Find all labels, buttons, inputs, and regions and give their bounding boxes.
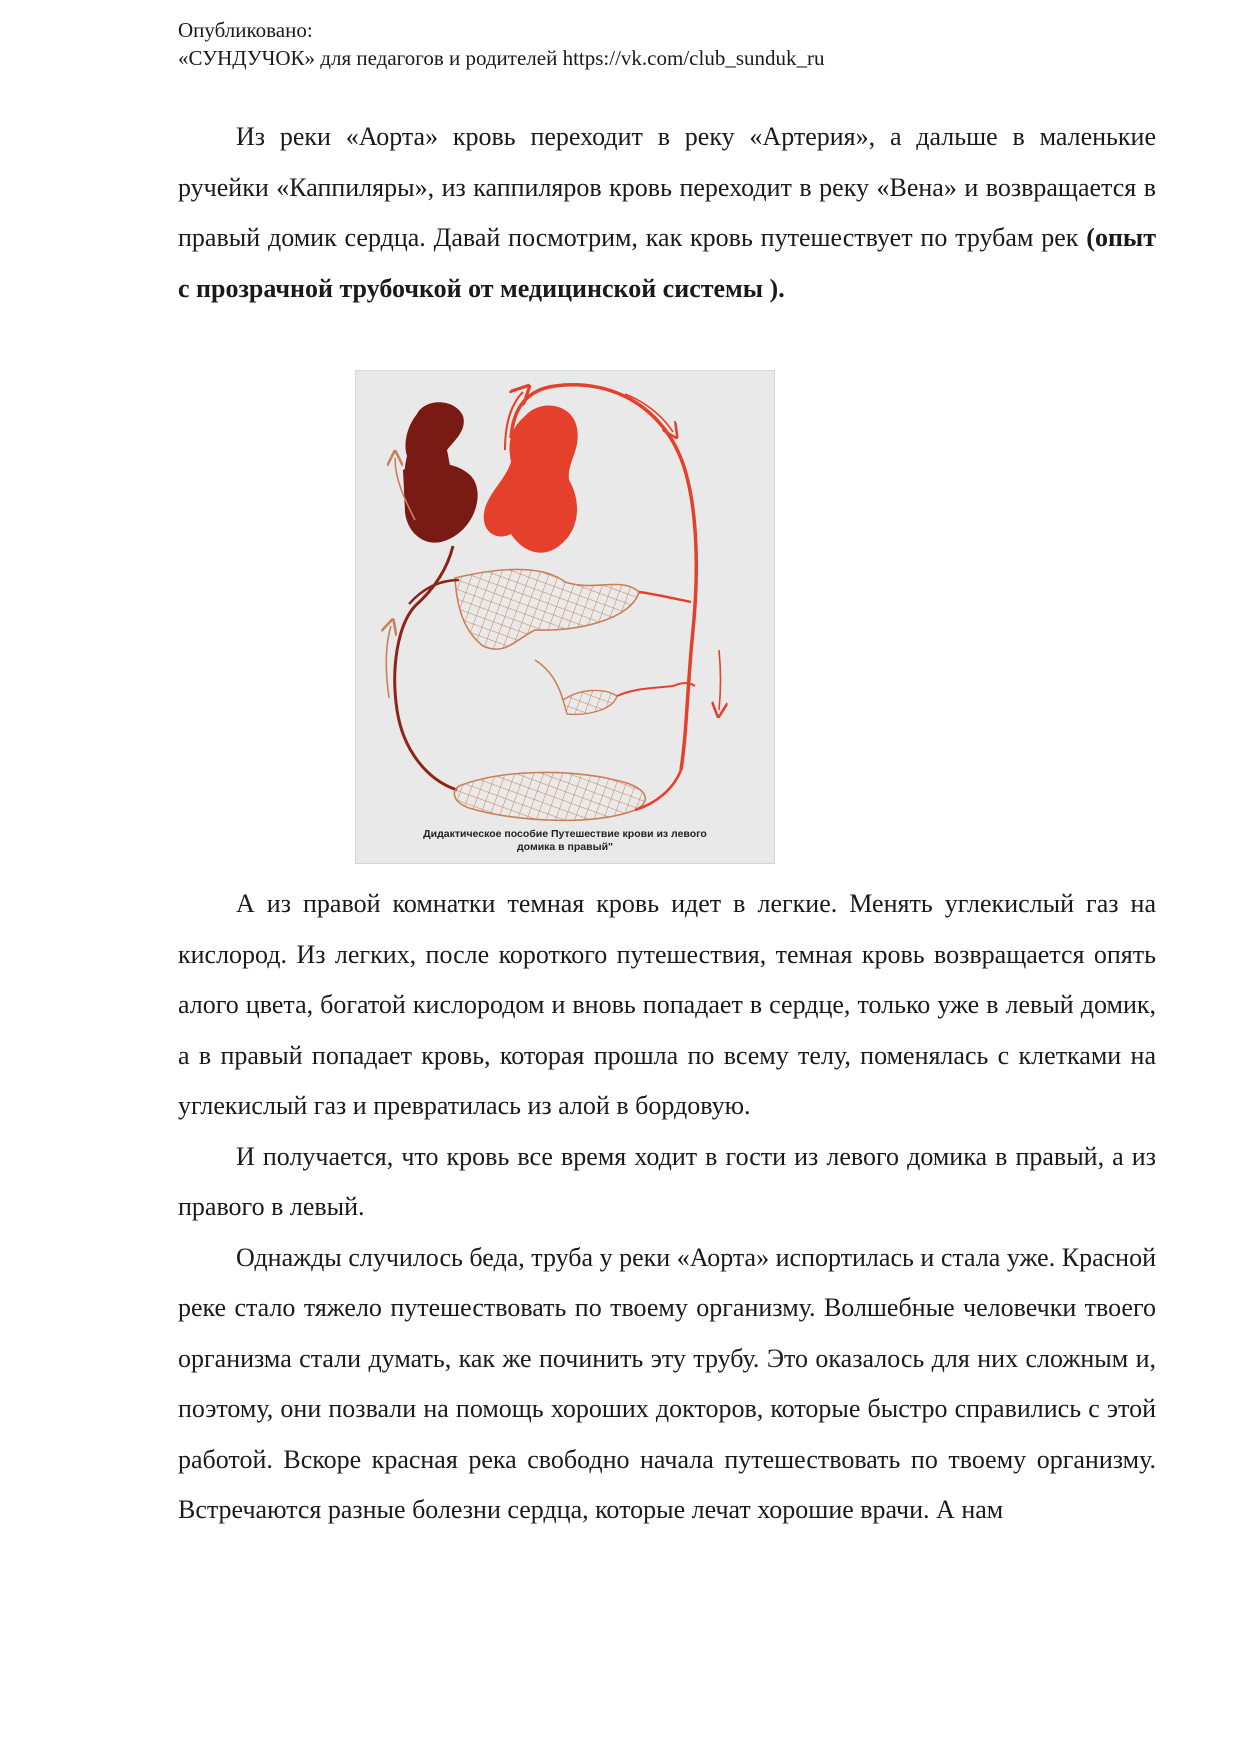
published-label: Опубликовано: <box>178 18 313 42</box>
paragraph: И получается, что кровь все время ходит в гости из левого домика в правый, а из правого в левый. <box>178 1141 1156 1221</box>
figure-caption-line2: домика в правый" <box>517 841 613 853</box>
paragraph: Однажды случилось беда, труба у реки «Аорта» испортилась и стала уже. Красной реке стало тяжело путешествовать по твоему организму. Волшебные человечки твоего организма стали думать, как же починить эту трубу. Это оказалось для них сложным и, поэтому, они позвали на помощь хороших докторов, которые быстро справились с этой работой. Вскоре красная река свободно начала путешествовать по твоему организму. Встречаются разные болезни сердца, которые лечат хорошие врачи. А нам <box>178 1242 1156 1524</box>
text-block-top <box>178 112 1156 314</box>
paragraph-intro-text: Из реки «Аорта» кровь переходит в реку «Артерия», а дальше в маленькие ручейки «Каппиляры», из каппиляров кровь переходит в реку «Вена» и возвращается в правый домик сердца. Давай посмотрим, как кровь путешествует по трубам рек <box>178 122 1156 252</box>
paragraph: А из правой комнатки темная кровь идет в легкие. Менять углекислый газ на кислород. Из легких, после короткого путешествия, темная кровь возвращается опять алого цвета, богатой кислородом и вновь попадает в сердце, только уже в левый домик, а в правый попадает кровь, которая прошла по всему телу, поменялась с клетками на углекислый газ и превратилась из алой в бордовую. <box>178 889 1156 1120</box>
figure-caption <box>355 828 775 854</box>
paragraph-intro-bold: (опыт с прозрачной трубочкой от медицинской системы ). <box>178 223 1156 303</box>
vena-vessel <box>395 546 457 790</box>
figure-caption-line1: Дидактическое пособие Путешествие крови из левого <box>423 828 707 840</box>
text-block-bottom <box>178 879 1156 1536</box>
circulation-diagram-photo <box>355 370 775 864</box>
capillary-net-upper <box>455 569 639 649</box>
paragraph-intro <box>178 112 1156 314</box>
page-header <box>178 16 825 72</box>
heart-left-house <box>484 406 578 553</box>
source-line: «СУНДУЧОК» для педагогов и родителей https://vk.com/club_sunduk_ru <box>178 46 825 70</box>
circulation-diagram <box>355 370 775 864</box>
capillary-net-small <box>563 690 617 714</box>
capillary-net-lower <box>454 772 645 820</box>
